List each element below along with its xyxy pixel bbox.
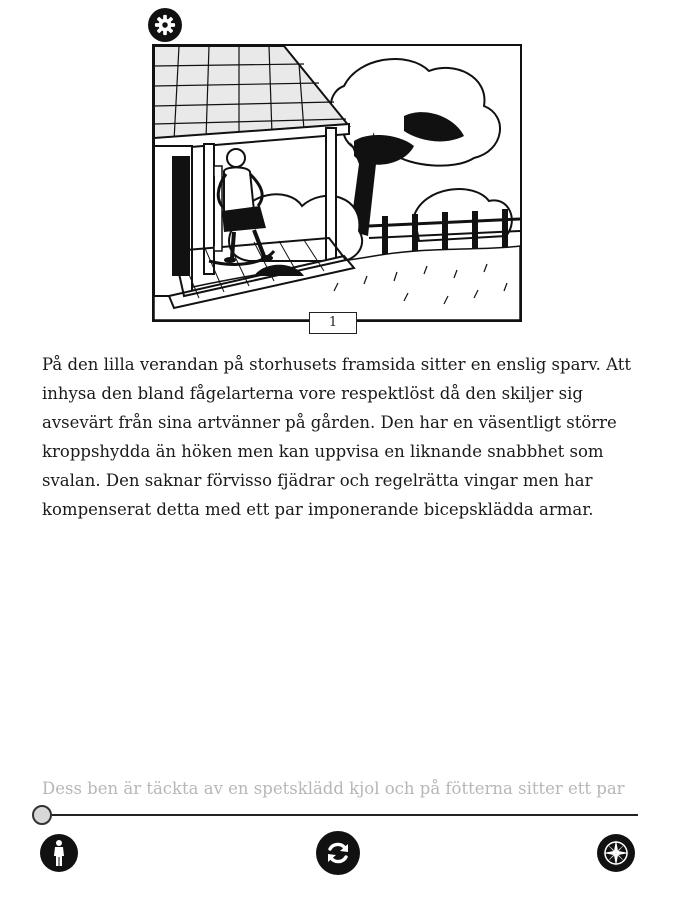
story-text: På den lilla verandan på storhusets framsida sitter en enslig sparv. Att inhysa den bland fågelarterna vore respektlöst då den skiljer sig avsevärt från sina artvänner på gården. Den har en väsentligt större kroppshydda än höken men kan uppvisa en liknande snabbhet som svalan. Den saknar förvisso fjädrar och regelrätta vingar men har kompenserat detta med ett par imponerande bicepsklädda armar. — [42, 355, 632, 519]
progress-slider-handle[interactable] — [32, 805, 52, 825]
compass-icon — [601, 838, 631, 868]
progress-track[interactable] — [42, 814, 638, 816]
map-button[interactable] — [597, 834, 635, 872]
story-next-preview: Dess ben är täckta av en spetsklädd kjol och på fötterna sitter ett par — [42, 779, 625, 798]
page-number: 1 — [309, 312, 357, 334]
refresh-icon — [324, 839, 352, 867]
refresh-button[interactable] — [316, 831, 360, 875]
gear-icon — [154, 14, 176, 36]
settings-button[interactable] — [148, 8, 182, 42]
story-illustration — [152, 44, 522, 322]
person-icon — [48, 839, 70, 867]
character-button[interactable] — [40, 834, 78, 872]
